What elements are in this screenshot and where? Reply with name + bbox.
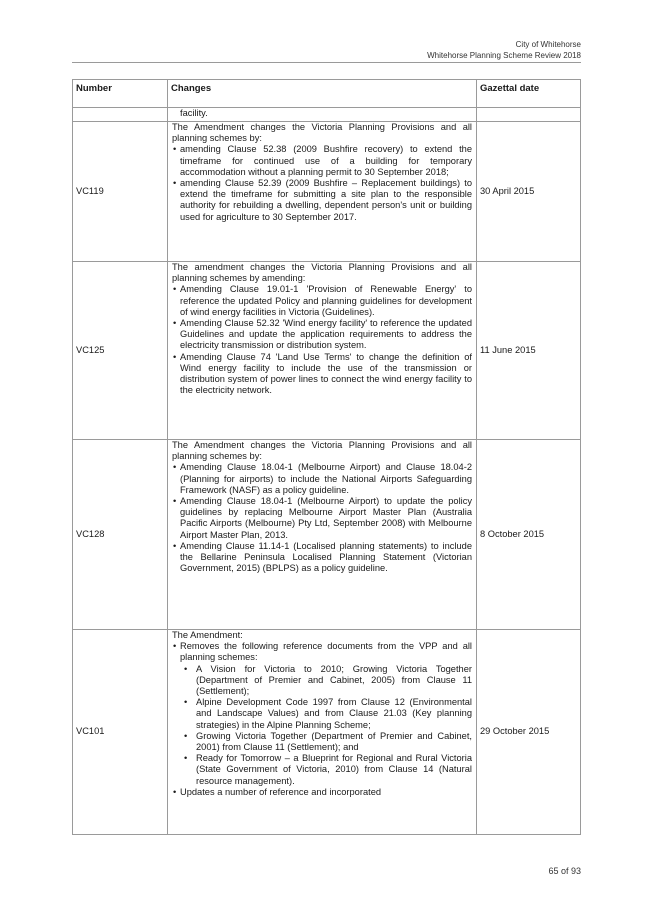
list-item: • Updates a number of reference and incorporated [172,787,472,798]
list-item [172,641,472,787]
sub-list-item: • Ready for Tomorrow – a Blueprint for Regional and Rural Victoria (State Government of Victoria, 2010) from Clause 14 (Natural resource management). [172,753,472,787]
date-cell: 8 October 2015 [477,440,581,630]
date-cell: 11 June 2015 [477,262,581,440]
column-header-changes: Changes [168,80,477,108]
number-cell: VC128 [73,440,168,630]
list-item-text: • Removes the following reference documents from the VPP and all planning schemes: [180,641,472,663]
column-header-gazettal-date: Gazettal date [477,80,581,108]
changes-intro: The Amendment changes the Victoria Planning Provisions and all planning schemes by: [172,122,472,144]
changes-cell [168,630,477,835]
list-item: • Amending Clause 18.04-1 (Melbourne Airport) to update the policy guidelines by replacing Melbourne Airport Master Plan (Australia Pacific Airports (Melbourne) Pty Ltd, September 2008) with Melbourne Airport Master Plan, 2013. [172,496,472,541]
table-row [73,262,581,440]
list-item: • Amending Clause 11.14-1 (Localised planning statements) to include the Bellarine Peninsula Localised Planning Statement (Victorian Government, 2015) (BPLPS) as a policy guideline. [172,541,472,575]
sub-list-item: • A Vision for Victoria to 2010; Growing Victoria Together (Department of Premier and Cabinet, 2005) from Clause 11 (Settlement); [172,664,472,698]
list-item: • Amending Clause 19.01-1 'Provision of Renewable Energy' to reference the updated Policy and planning guidelines for development of wind energy facilities in Victoria (Guidelines). [172,284,472,318]
changes-cell [168,108,477,122]
changes-list [172,284,472,396]
table-row [73,630,581,835]
changes-cell [168,122,477,262]
list-item: • Amending Clause 18.04-1 (Melbourne Airport) and Clause 18.04-2 (Planning for airports) to include the National Airports Safeguarding Framework (NASF) as a policy guideline. [172,462,472,496]
sub-list-item: • Growing Victoria Together (Department of Premier and Cabinet, 2001) from Clause 11 (Settlement); and [172,731,472,753]
header-divider [72,62,581,63]
sub-list-item: • Alpine Development Code 1997 from Clause 12 (Environmental and Landscape Values) and from Clause 21.03 (Key planning strategies) in the Alpine Planning Scheme; [172,697,472,731]
amendments-table [72,79,581,835]
date-cell: 30 April 2015 [477,122,581,262]
table-row [73,122,581,262]
sub-list [172,664,472,787]
number-cell: VC119 [73,122,168,262]
changes-list [172,641,472,798]
header-document-title: Whitehorse Planning Scheme Review 2018 [427,51,581,60]
changes-cell [168,262,477,440]
number-cell [73,108,168,122]
number-cell: VC101 [73,630,168,835]
list-item: • Amending Clause 74 'Land Use Terms' to change the definition of Wind energy facility to include the use of the transmission or distribution system of power lines to connect the wind energy facility to the electricity network. [172,352,472,397]
column-header-number: Number [73,80,168,108]
changes-intro: The Amendment: [172,630,243,640]
changes-intro: The amendment changes the Victoria Planning Provisions and all planning schemes by amending: [172,262,472,284]
table-row-continuation [73,108,581,122]
list-item: • amending Clause 52.38 (2009 Bushfire recovery) to extend the timeframe for continued use of a building for temporary accommodation without a planning permit to 30 September 2018; [172,144,472,178]
changes-intro: The Amendment changes the Victoria Planning Provisions and all planning schemes by: [172,440,472,462]
list-item: • amending Clause 52.39 (2009 Bushfire – Replacement buildings) to extend the timeframe for submitting a site plan to the responsible authority for rebuilding a dwelling, dependent person's unit or building used for agriculture to 30 September 2017. [172,178,472,223]
page-number: 65 of 93 [548,866,581,876]
changes-cell [168,440,477,630]
continuation-text: facility. [180,108,208,118]
date-cell [477,108,581,122]
header-organisation: City of Whitehorse [515,40,581,49]
date-cell: 29 October 2015 [477,630,581,835]
table-row [73,440,581,630]
list-item: • Amending Clause 52.32 'Wind energy facility' to reference the updated Guidelines and update the application requirements to address the electricity transmission or distribution system. [172,318,472,352]
changes-list [172,462,472,574]
number-cell: VC125 [73,262,168,440]
table-header-row [73,80,581,108]
changes-list [172,144,472,222]
